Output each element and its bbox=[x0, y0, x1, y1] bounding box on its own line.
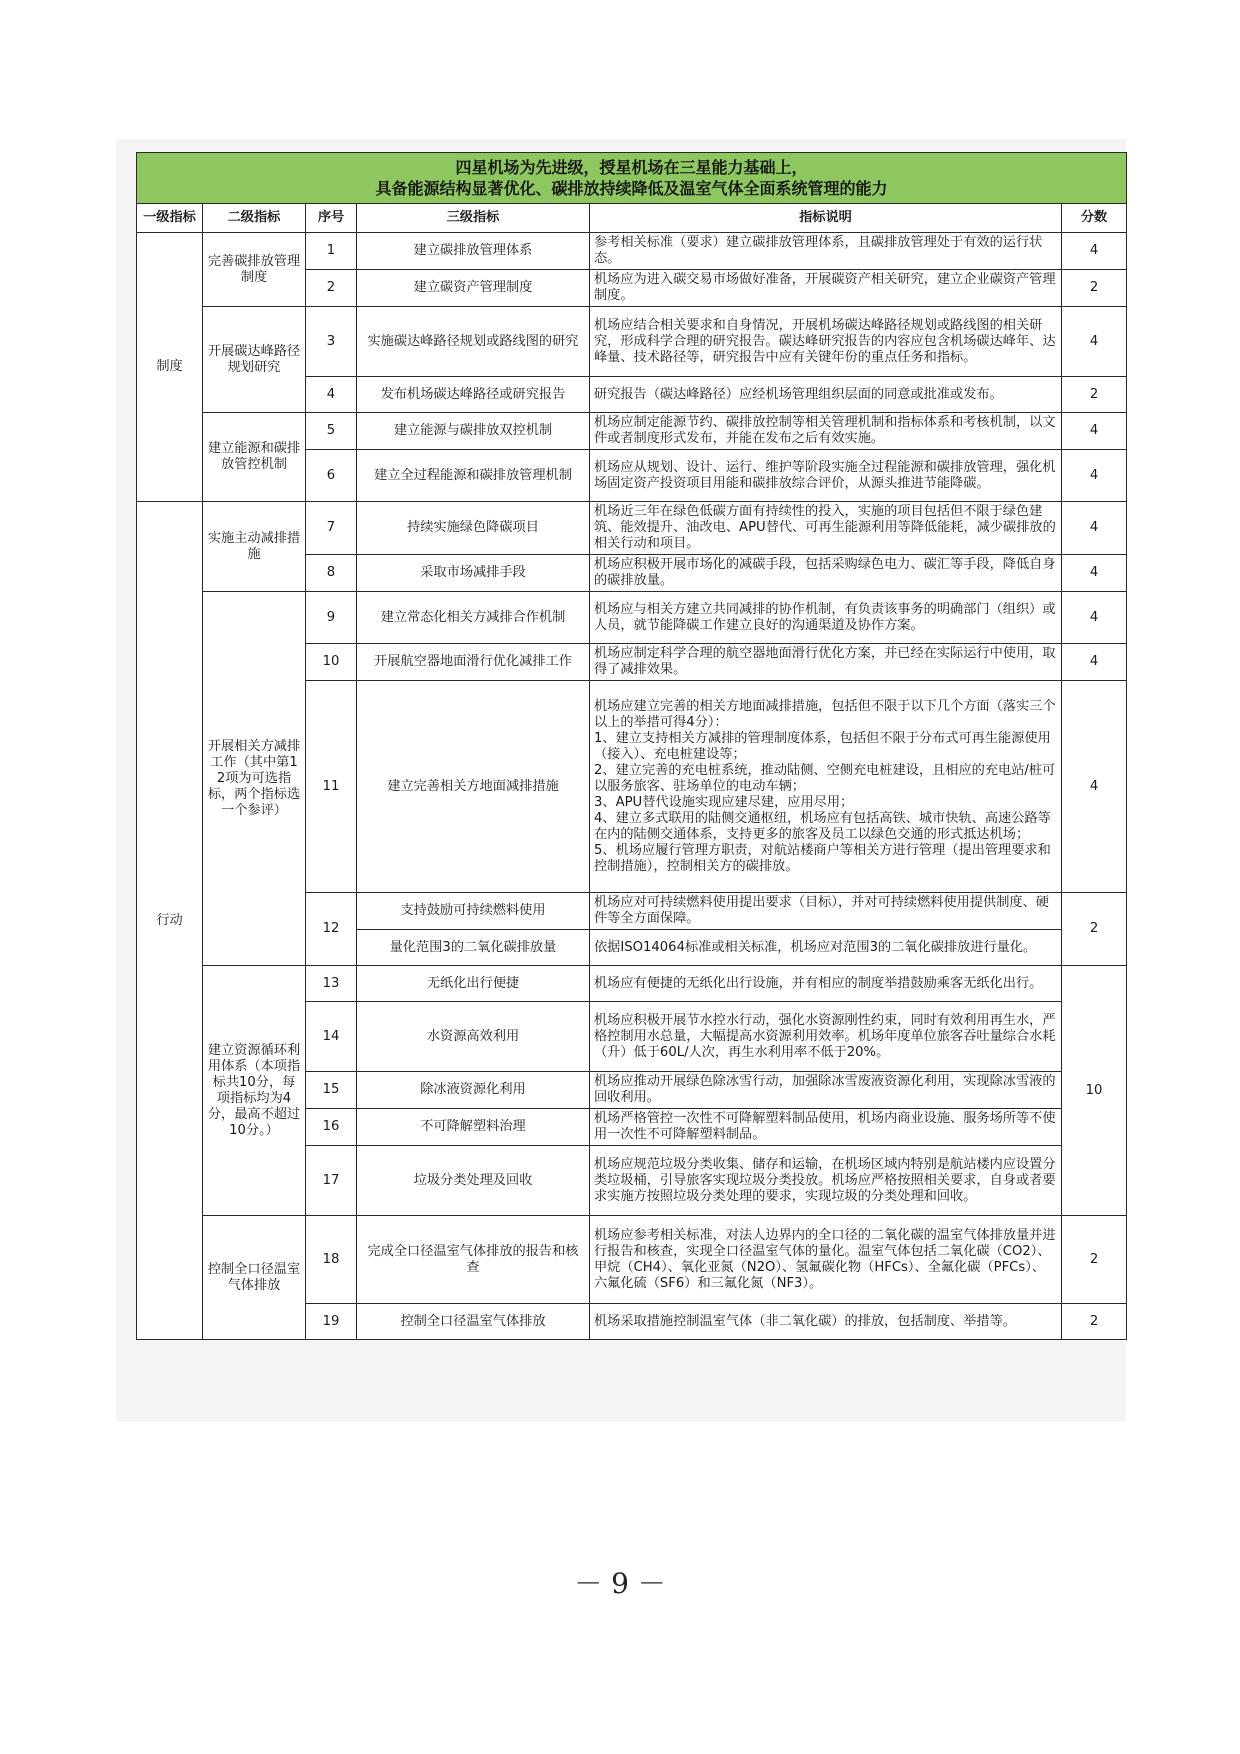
row-indicator: 开展航空器地面滑行优化减排工作 bbox=[357, 644, 590, 681]
row-description: 机场应规范垃圾分类收集、储存和运输，在机场区域内特别是航站楼内应设置分类垃圾桶，引导旅客实现垃圾分类投放。机场应严格按照相关要求，自身或者要求实施方按照垃圾分类处理的要求，实现垃圾的分类处理和回收。 bbox=[590, 1146, 1062, 1216]
row-seq: 6 bbox=[306, 450, 357, 502]
row-score: 4 bbox=[1062, 450, 1127, 502]
row-description: 机场应为进入碳交易市场做好准备，开展碳资产相关研究，建立企业碳资产管理制度。 bbox=[590, 270, 1062, 307]
row-description: 机场近三年在绿色低碳方面有持续性的投入，实施的项目包括但不限于绿色建筑、能效提升、油改电、APU替代、可再生能源利用等降低能耗，减少碳排放的相关行动和项目。 bbox=[590, 502, 1062, 555]
row-seq: 7 bbox=[306, 502, 357, 555]
subcategory-resource-recycling: 建立资源循环利用体系（本项指标共10分，每项指标均为4分，最高不超过10分。） bbox=[203, 966, 306, 1216]
row-description: 机场应制定能源节约、碳排放控制等相关管理机制和指标体系和考核机制，以文件或者制度形式发布，并能在发布之后有效实施。 bbox=[590, 413, 1062, 450]
row-indicator: 控制全口径温室气体排放 bbox=[357, 1304, 590, 1340]
row-seq: 14 bbox=[306, 1002, 357, 1072]
row-score: 4 bbox=[1062, 555, 1127, 592]
header-level3: 三级指标 bbox=[357, 204, 590, 233]
row-description: 机场应结合相关要求和自身情况，开展机场碳达峰路径规划或路线图的相关研究，形成科学合理的研究报告。碳达峰研究报告的内容应包含机场碳达峰年、达峰量、技术路径等，研究报告中应有关键年份的重点任务和指标。 bbox=[590, 307, 1062, 377]
row-indicator: 完成全口径温室气体排放的报告和核查 bbox=[357, 1216, 590, 1304]
header-seq: 序号 bbox=[306, 204, 357, 233]
row-seq: 5 bbox=[306, 413, 357, 450]
row-indicator: 不可降解塑料治理 bbox=[357, 1109, 590, 1146]
table-row bbox=[137, 1216, 1127, 1304]
row-seq: 2 bbox=[306, 270, 357, 307]
subcategory-energy-carbon-control: 建立能源和碳排放管控机制 bbox=[203, 413, 306, 502]
table-title-line1: 四星机场为先进级，授星机场在三星能力基础上， bbox=[455, 158, 808, 177]
row-indicator: 水资源高效利用 bbox=[357, 1002, 590, 1072]
row11-desc-item: 3、APU替代设施实现应建尽建，应用尽用； bbox=[594, 794, 854, 810]
row11-desc-item: 4、建立多式联用的陆侧交通枢纽，机场应有包括高铁、城市快轨、高速公路等在内的陆侧交通体系，支持更多的旅客及员工以绿色交通的形式抵达机场； bbox=[594, 810, 1051, 842]
row-score: 4 bbox=[1062, 502, 1127, 555]
header-score: 分数 bbox=[1062, 204, 1127, 233]
row-score: 4 bbox=[1062, 413, 1127, 450]
header-level1: 一级指标 bbox=[137, 204, 203, 233]
row-seq: 9 bbox=[306, 592, 357, 644]
row-description: 机场应积极开展节水控水行动，强化水资源刚性约束，同时有效利用再生水，严格控制用水总量，大幅提高水资源利用效率。机场年度单位旅客吞吐量综合水耗（升）低于60L/人次，再生水利用率不低于20%。 bbox=[590, 1002, 1062, 1072]
row-seq: 19 bbox=[306, 1304, 357, 1340]
table-title-line2: 具备能源结构显著优化、碳排放持续降低及温室气体全面系统管理的能力 bbox=[375, 179, 888, 198]
category-action: 行动 bbox=[137, 502, 203, 1340]
row-description: 研究报告（碳达峰路径）应经机场管理组织层面的同意或批准或发布。 bbox=[590, 377, 1062, 413]
row-indicator: 无纸化出行便捷 bbox=[357, 966, 590, 1002]
row-indicator: 建立能源与碳排放双控机制 bbox=[357, 413, 590, 450]
row-description: 机场应有便捷的无纸化出行设施，并有相应的制度举措鼓励乘客无纸化出行。 bbox=[590, 966, 1062, 1002]
header-desc: 指标说明 bbox=[590, 204, 1062, 233]
subcategory-carbon-management: 完善碳排放管理制度 bbox=[203, 233, 306, 307]
row-description: 机场应对可持续燃料使用提出要求（目标），并对可持续燃料使用提供制度、硬件等全方面保障。 bbox=[590, 893, 1062, 930]
table-row bbox=[137, 413, 1127, 450]
row-indicator: 垃圾分类处理及回收 bbox=[357, 1146, 590, 1216]
evaluation-table bbox=[136, 152, 1127, 1340]
subcategory-active-reduction: 实施主动减排措施 bbox=[203, 502, 306, 592]
row-seq: 11 bbox=[306, 681, 357, 893]
row11-desc-item: 2、建立完善的充电桩系统，推动陆侧、空侧充电桩建设，且相应的充电站/桩可以服务旅客、驻场单位的电动车辆； bbox=[594, 762, 1056, 794]
row-description: 机场采取措施控制温室气体（非二氧化碳）的排放，包括制度、举措等。 bbox=[590, 1304, 1062, 1340]
row-seq: 1 bbox=[306, 233, 357, 270]
row-score: 4 bbox=[1062, 307, 1127, 377]
row-description: 机场严格管控一次性不可降解塑料制品使用，机场内商业设施、服务场所等不使用一次性不可降解塑料制品。 bbox=[590, 1109, 1062, 1146]
row-score: 2 bbox=[1062, 1216, 1127, 1304]
row-description: 机场应从规划、设计、运行、维护等阶段实施全过程能源和碳排放管理，强化机场固定资产投资项目用能和碳排放综合评价，从源头推进节能降碳。 bbox=[590, 450, 1062, 502]
row-description: 机场应积极开展市场化的减碳手段，包括采购绿色电力、碳汇等手段，降低自身的碳排放量。 bbox=[590, 555, 1062, 592]
row-score: 2 bbox=[1062, 1304, 1127, 1340]
row-description: 机场应参考相关标准，对法人边界内的全口径的二氧化碳的温室气体排放量并进行报告和核查，实现全口径温室气体的量化。温室气体包括二氧化碳（CO2）、甲烷（CH4）、氧化亚氮（N2O）、氢氟碳化物（HFCs）、全氟化碳（PFCs）、六氟化硫（SF6）和三氟化氮（NF3）。 bbox=[590, 1216, 1062, 1304]
table-row bbox=[137, 233, 1127, 270]
row-indicator: 量化范围3的二氧化碳排放量 bbox=[357, 930, 590, 966]
row-indicator: 持续实施绿色降碳项目 bbox=[357, 502, 590, 555]
subcategory-stakeholder-reduction: 开展相关方减排工作（其中第12项为可选指标，两个指标选一个参评） bbox=[203, 592, 306, 966]
row-description: 参考相关标准（要求）建立碳排放管理体系，且碳排放管理处于有效的运行状态。 bbox=[590, 233, 1062, 270]
table-row bbox=[137, 502, 1127, 555]
row-indicator: 实施碳达峰路径规划或路线图的研究 bbox=[357, 307, 590, 377]
row-score: 4 bbox=[1062, 644, 1127, 681]
table-row bbox=[137, 307, 1127, 377]
row-description: 机场应推动开展绿色除冰雪行动，加强除冰雪废液资源化利用，实现除冰雪液的回收利用。 bbox=[590, 1072, 1062, 1109]
table-row bbox=[137, 592, 1127, 644]
row-seq: 16 bbox=[306, 1109, 357, 1146]
header-level2: 二级指标 bbox=[203, 204, 306, 233]
row-seq: 10 bbox=[306, 644, 357, 681]
subcategory-ghg-control: 控制全口径温室气体排放 bbox=[203, 1216, 306, 1340]
row-seq: 12 bbox=[306, 893, 357, 966]
row-score: 2 bbox=[1062, 270, 1127, 307]
row-description: 依据ISO14064标准或相关标准，机场应对范围3的二氧化碳排放进行量化。 bbox=[590, 930, 1062, 966]
row-description bbox=[590, 681, 1062, 893]
row11-desc-intro: 机场应建立完善的相关方地面减排措施，包括但不限于以下几个方面（落实三个以上的举措可得4分）： bbox=[594, 698, 1056, 730]
row-indicator: 建立全过程能源和碳排放管理机制 bbox=[357, 450, 590, 502]
row-seq: 3 bbox=[306, 307, 357, 377]
subcategory-peak-carbon-research: 开展碳达峰路径规划研究 bbox=[203, 307, 306, 413]
row-seq: 13 bbox=[306, 966, 357, 1002]
row-score: 4 bbox=[1062, 681, 1127, 893]
row-indicator: 建立常态化相关方减排合作机制 bbox=[357, 592, 590, 644]
row-indicator: 除冰液资源化利用 bbox=[357, 1072, 590, 1109]
row-seq: 18 bbox=[306, 1216, 357, 1304]
row-description: 机场应制定科学合理的航空器地面滑行优化方案，并已经在实际运行中使用，取得了减排效果。 bbox=[590, 644, 1062, 681]
table-title bbox=[137, 153, 1127, 204]
row-seq: 4 bbox=[306, 377, 357, 413]
row-seq: 15 bbox=[306, 1072, 357, 1109]
row-indicator: 建立碳资产管理制度 bbox=[357, 270, 590, 307]
row-indicator: 建立碳排放管理体系 bbox=[357, 233, 590, 270]
page-number: － 9 － bbox=[574, 1567, 666, 1600]
row11-desc-item: 1、建立支持相关方减排的管理制度体系，包括但不限于分布式可再生能源使用（接入）、充电桩建设等； bbox=[594, 730, 1051, 762]
row-score: 4 bbox=[1062, 233, 1127, 270]
row-score: 2 bbox=[1062, 893, 1127, 966]
row-score: 10 bbox=[1062, 966, 1127, 1216]
row-seq: 8 bbox=[306, 555, 357, 592]
row-indicator: 采取市场减排手段 bbox=[357, 555, 590, 592]
row-score: 4 bbox=[1062, 592, 1127, 644]
row11-desc-item: 5、机场应履行管理方职责，对航站楼商户等相关方进行管理（提出管理要求和控制措施），控制相关方的碳排放。 bbox=[594, 842, 1051, 874]
row-description: 机场应与相关方建立共同减排的协作机制，有负责该事务的明确部门（组织）或人员，就节能降碳工作建立良好的沟通渠道及协作方案。 bbox=[590, 592, 1062, 644]
row-score: 2 bbox=[1062, 377, 1127, 413]
row-indicator: 发布机场碳达峰路径或研究报告 bbox=[357, 377, 590, 413]
table-row bbox=[137, 966, 1127, 1002]
row-indicator: 支持鼓励可持续燃料使用 bbox=[357, 893, 590, 930]
category-system: 制度 bbox=[137, 233, 203, 502]
row-indicator: 建立完善相关方地面减排措施 bbox=[357, 681, 590, 893]
row-seq: 17 bbox=[306, 1146, 357, 1216]
